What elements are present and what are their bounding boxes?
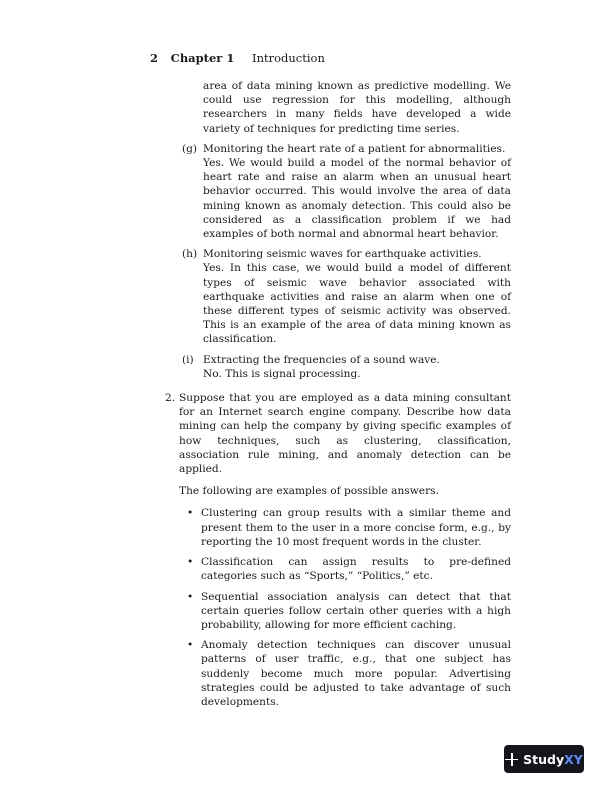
- bullet-icon: •: [187, 556, 194, 569]
- bullet-item: [179, 590, 511, 633]
- bullet-text: Sequential association analysis can detect that that certain queries follow certain other queries with a high probability, allowing for more efficient caching.: [201, 590, 511, 631]
- studyxy-badge[interactable]: [504, 745, 584, 773]
- chapter-title: Introduction: [252, 51, 325, 65]
- plus-icon: [505, 753, 518, 766]
- page-content: [165, 79, 511, 715]
- sub-item-h: [165, 247, 511, 346]
- sub-item-label: (h): [182, 248, 198, 261]
- badge-text-accent: XY: [564, 751, 583, 767]
- bullet-icon: •: [187, 590, 194, 603]
- page-header: [150, 51, 325, 65]
- page-number: 2: [150, 51, 159, 65]
- continuation-paragraph: area of data mining known as predictive modelling. We could use regression for this modelling, although researchers in many fields have developed a wide variety of techniques for predicting time series.: [203, 80, 511, 135]
- bullet-text: Anomaly detection techniques can discover unusual patterns of user traffic, e.g., that one subject has suddenly become much more popular. Advertising strategies could be adjusted to take advantage of such developments.: [201, 639, 511, 708]
- chapter-label: Chapter 1: [170, 51, 235, 65]
- sub-item-answer: No. This is signal processing.: [203, 367, 361, 380]
- bullet-icon: •: [187, 507, 194, 520]
- answer-bullet-list: [179, 506, 511, 709]
- sub-item-i: [165, 353, 511, 381]
- bullet-item: [179, 506, 511, 549]
- sub-item-answer: Yes. We would build a model of the normal behavior of heart rate and raise an alarm when an unusual heart behavior occurred. This would involve the area of data mining known as anomaly detection. This could also be considered as a classification problem if we had examples of both normal and abnormal heart behavior.: [203, 157, 511, 241]
- sub-item-g: [165, 142, 511, 241]
- answer-intro: The following are examples of possible answers.: [179, 485, 439, 498]
- sub-item-label: (i): [182, 353, 194, 366]
- bullet-item: [179, 555, 511, 583]
- bullet-item: [179, 638, 511, 709]
- question-number: 2.: [165, 392, 176, 405]
- badge-text-main: Study: [523, 751, 565, 767]
- sub-item-answer: Yes. In this case, we would build a model of different types of seismic wave behavior associated with earthquake activities and raise an alarm when one of these different types of seismic activity was observed. This is an example of the area of data mining known as classification.: [203, 262, 511, 346]
- bullet-text: Classification can assign results to pre-defined categories such as “Sports,” “Politics,” etc.: [201, 556, 511, 583]
- bullet-text: Clustering can group results with a similar theme and present them to the user in a more concise form, e.g., by reporting the 10 most frequent words in the cluster.: [201, 507, 511, 548]
- question-2: [165, 391, 511, 709]
- sub-item-question: Monitoring seismic waves for earthquake activities.: [203, 248, 482, 261]
- sub-item-question: Extracting the frequencies of a sound wave.: [203, 353, 440, 366]
- sub-item-question: Monitoring the heart rate of a patient for abnormalities.: [203, 142, 506, 155]
- sub-item-label: (g): [182, 142, 198, 155]
- bullet-icon: •: [187, 639, 194, 652]
- question-text: Suppose that you are employed as a data mining consultant for an Internet search engine company. Describe how data mining can help the company by giving specific examples of how techniques, such as clustering, classification, association rule mining, and anomaly detection can be applied.: [179, 392, 511, 476]
